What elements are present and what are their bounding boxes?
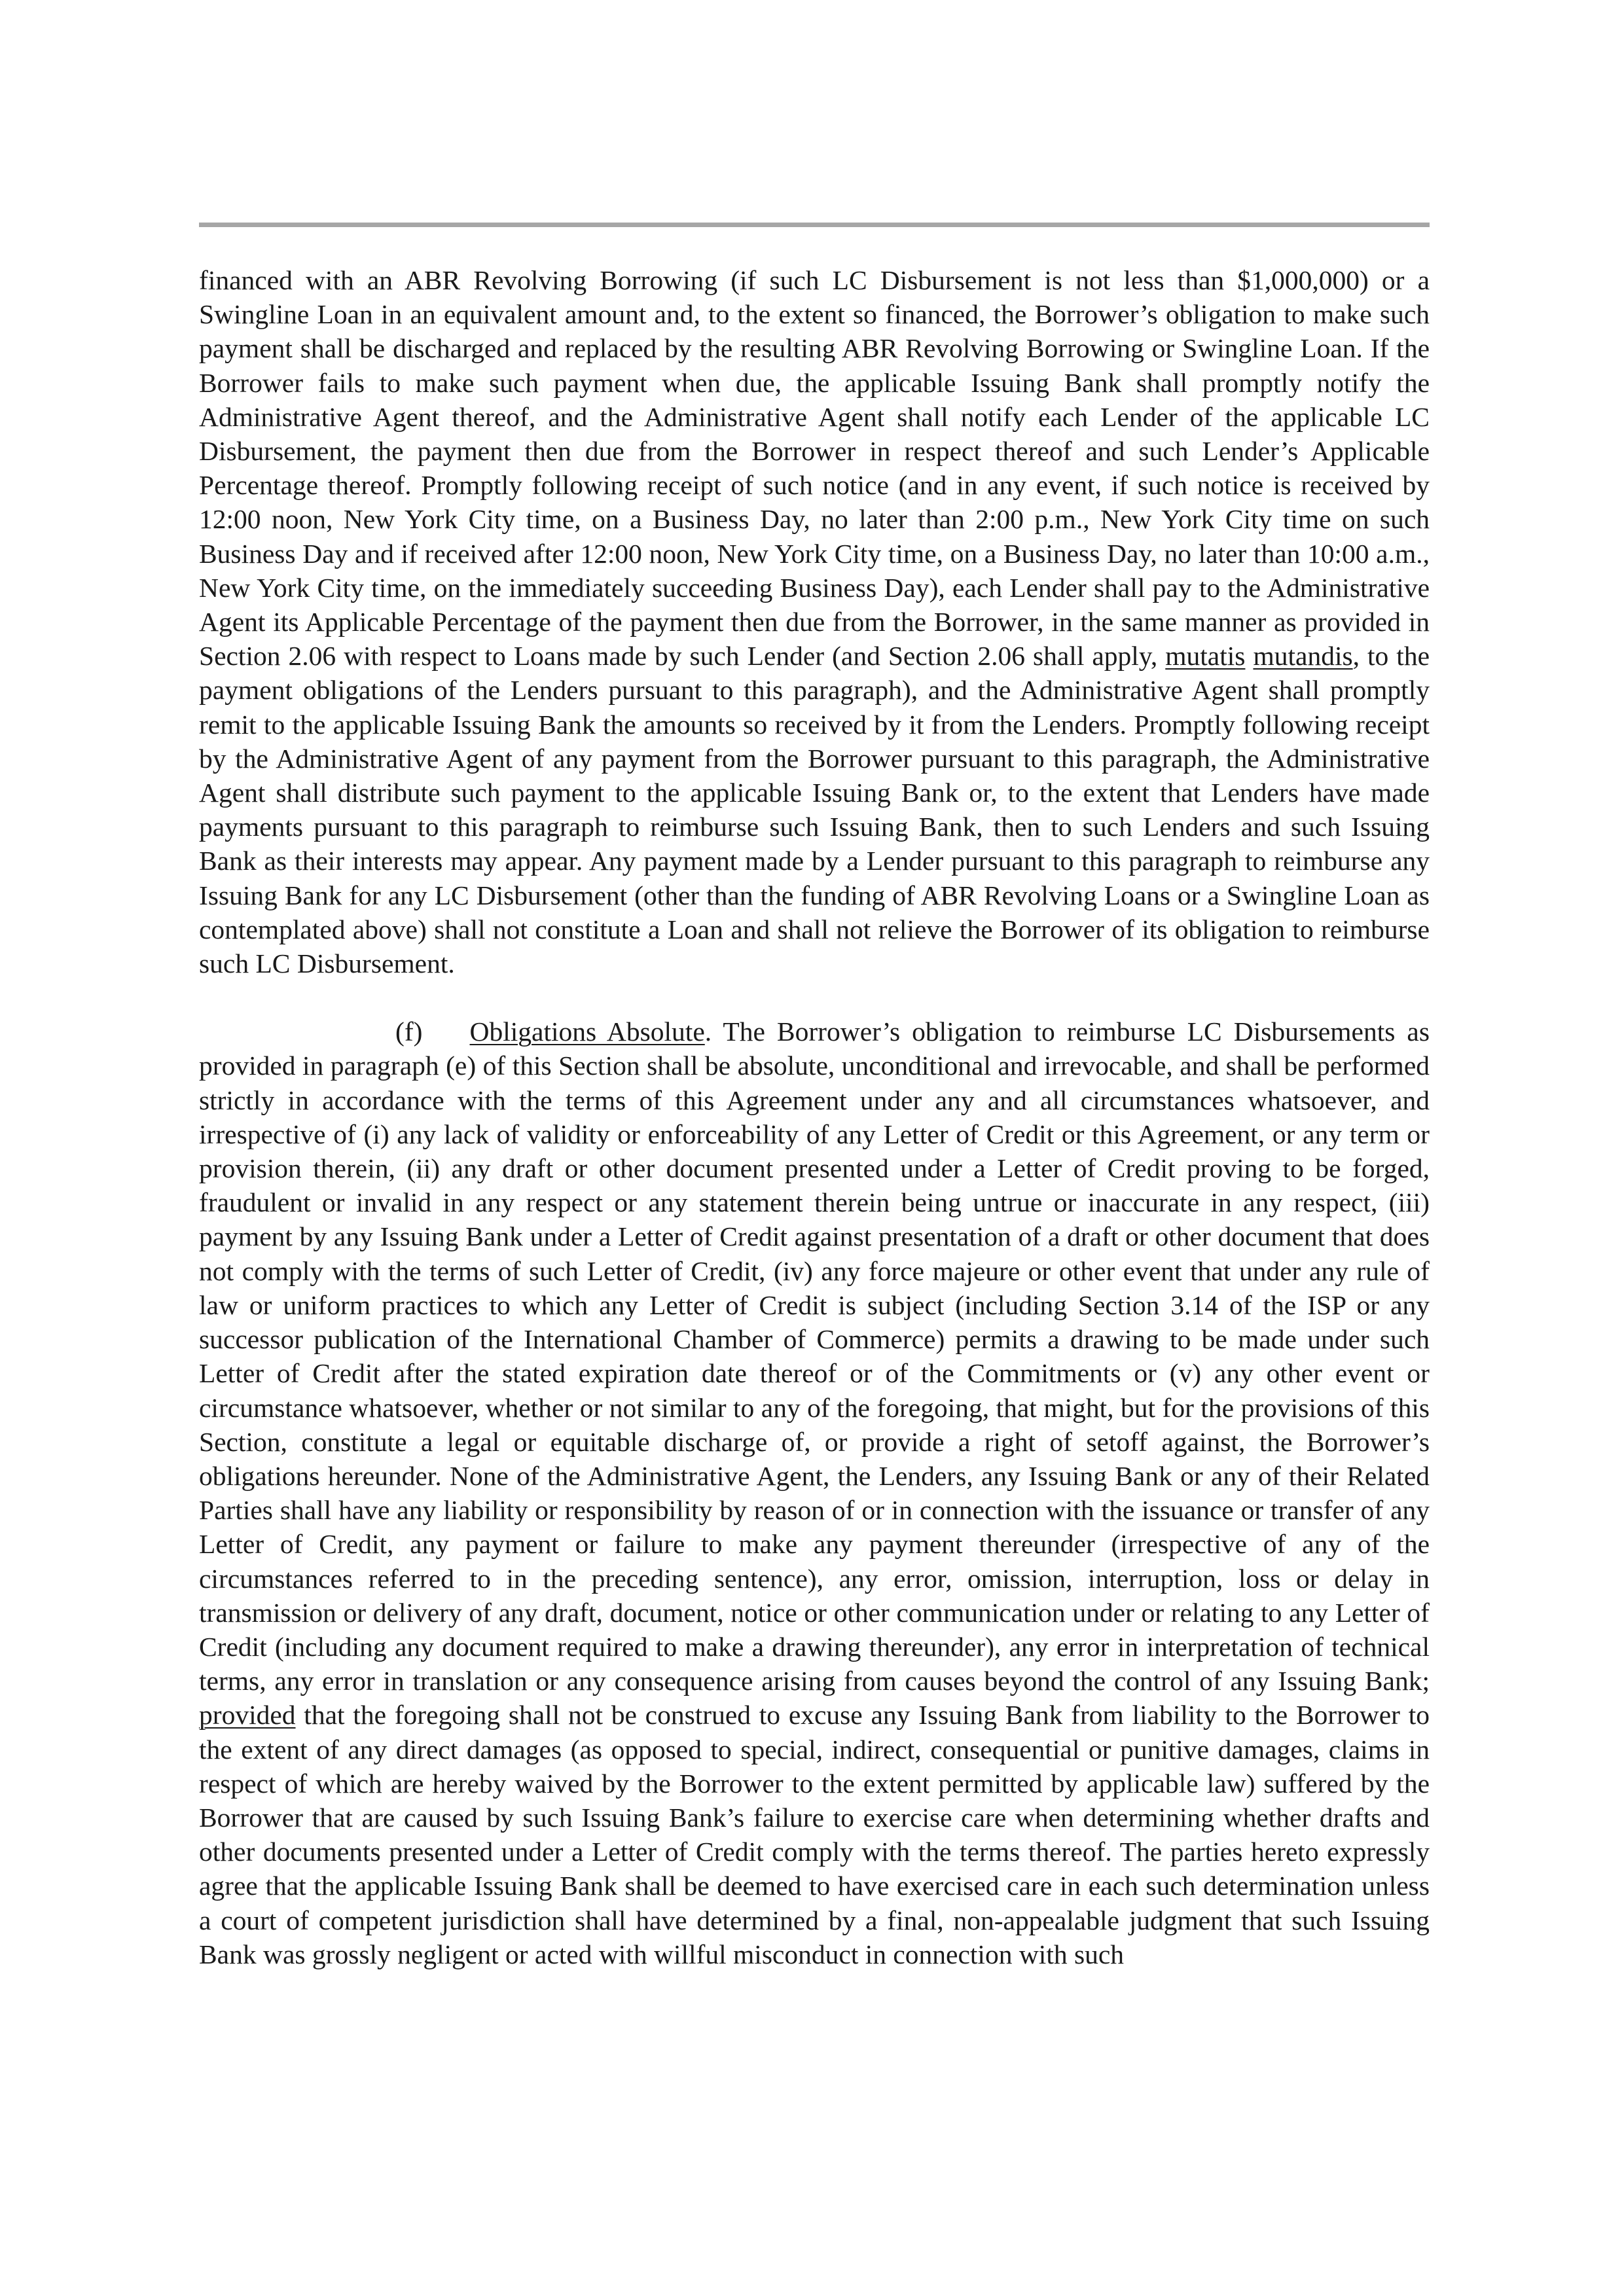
- paragraph-f-text-1: . The Borrower’s obligation to reimburse LC Disbursements as provided in paragraph (e) of this Section shall be absolute, unconditional and irrevocable, and shall be performed strictly in accordance with the terms of this Agreement under any and all circumstances whatsoever, and irrespective of (i) any lack of validity or enforceability of any Letter of Credit or this Agreement, or any term or provision therein, (ii) any draft or other document presented under a Letter of Credit proving to be forged, fraudulent or invalid in any respect or any statement therein being untrue or inaccurate in any respect, (iii) payment by any Issuing Bank under a Letter of Credit against presentation of a draft or other document that does not comply with the terms of such Letter of Credit, (iv) any force majeure or other event that under any rule of law or uniform practices to which any Letter of Credit is subject (including Section 3.14 of the ISP or any successor publication of the International Chamber of Commerce) permits a drawing to be made under such Letter of Credit after the stated expiration date thereof or of the Commitments or (v) any other event or circumstance whatsoever, whether or not similar to any of the foregoing, that might, but for the provisions of this Section, constitute a legal or equitable discharge of, or provide a right of setoff against, the Borrower’s obligations hereunder. None of the Administrative Agent, the Lenders, any Issuing Bank or any of their Related Parties shall have any liability or responsibility by reason of or in connection with the issuance or transfer of any Letter of Credit, any payment or failure to make any payment thereunder (irrespective of any of the circumstances referred to in the preceding sentence), any error, omission, interruption, loss or delay in transmission or delivery of any draft, document, notice or other communication under or relating to any Letter of Credit (including any document required to make a drawing thereunder), any error in interpretation of technical terms, any error in translation or any consequence arising from causes beyond the control of any Issuing Bank;: [199, 1016, 1430, 1696]
- term-provided: provided: [199, 1700, 296, 1731]
- paragraph-f: [199, 1014, 1430, 1971]
- paragraph-f-heading: Obligations Absolute: [469, 1016, 705, 1047]
- paragraph-e-continued: [199, 263, 1430, 980]
- header-rule: [199, 223, 1430, 227]
- term-mutandis: mutandis: [1253, 641, 1353, 672]
- paragraph-e-text-2: , to the payment obligations of the Lenders pursuant to this paragraph), and the Administrative Agent shall promptly remit to the applicable Issuing Bank the amounts so received by it from the Lenders. Promptly following receipt by the Administrative Agent of any payment from the Borrower pursuant to this paragraph, the Administrative Agent shall distribute such payment to the applicable Issuing Bank or, to the extent that Lenders have made payments pursuant to this paragraph to reimburse such Issuing Bank, then to such Lenders and such Issuing Bank as their interests may appear. Any payment made by a Lender pursuant to this paragraph to reimburse any Issuing Bank for any LC Disbursement (other than the funding of ABR Revolving Loans or a Swingline Loan as contemplated above) shall not constitute a Loan and shall not relieve the Borrower of its obligation to reimburse such LC Disbursement.: [199, 641, 1430, 979]
- paragraph-e-text-1: financed with an ABR Revolving Borrowing (if such LC Disbursement is not less than $1,000,000) or a Swingline Loan in an equivalent amount and, to the extent so financed, the Borrower’s obligation to make such payment shall be discharged and replaced by the resulting ABR Revolving Borrowing or Swingline Loan. If the Borrower fails to make such payment when due, the applicable Issuing Bank shall promptly notify the Administrative Agent thereof, and the Administrative Agent shall notify each Lender of the applicable LC Disbursement, the payment then due from the Borrower in respect thereof and such Lender’s Applicable Percentage thereof. Promptly following receipt of such notice (and in any event, if such notice is received by 12:00 noon, New York City time, on a Business Day, no later than 2:00 p.m., New York City time on such Business Day and if received after 12:00 noon, New York City time, on a Business Day, no later than 10:00 a.m., New York City time, on the immediately succeeding Business Day), each Lender shall pay to the Administrative Agent its Applicable Percentage of the payment then due from the Borrower, in the same manner as provided in Section 2.06 with respect to Loans made by such Lender (and Section 2.06 shall apply,: [199, 265, 1430, 672]
- paragraph-f-text-2: that the foregoing shall not be construed to excuse any Issuing Bank from liability to the Borrower to the extent of any direct damages (as opposed to special, indirect, consequential or punitive damages, claims in respect of which are hereby waived by the Borrower to the extent permitted by applicable law) suffered by the Borrower that are caused by such Issuing Bank’s failure to exercise care when determining whether drafts and other documents presented under a Letter of Credit comply with the terms thereof. The parties hereto expressly agree that the applicable Issuing Bank shall be deemed to have exercised care in each such determination unless a court of competent jurisdiction shall have determined by a final, non-appealable judgment that such Issuing Bank was grossly negligent or acted with willful misconduct in connection with such: [199, 1700, 1430, 1969]
- document-body: [199, 263, 1430, 1971]
- term-mutatis: mutatis: [1165, 641, 1246, 672]
- paragraph-f-number: (f): [395, 1016, 423, 1047]
